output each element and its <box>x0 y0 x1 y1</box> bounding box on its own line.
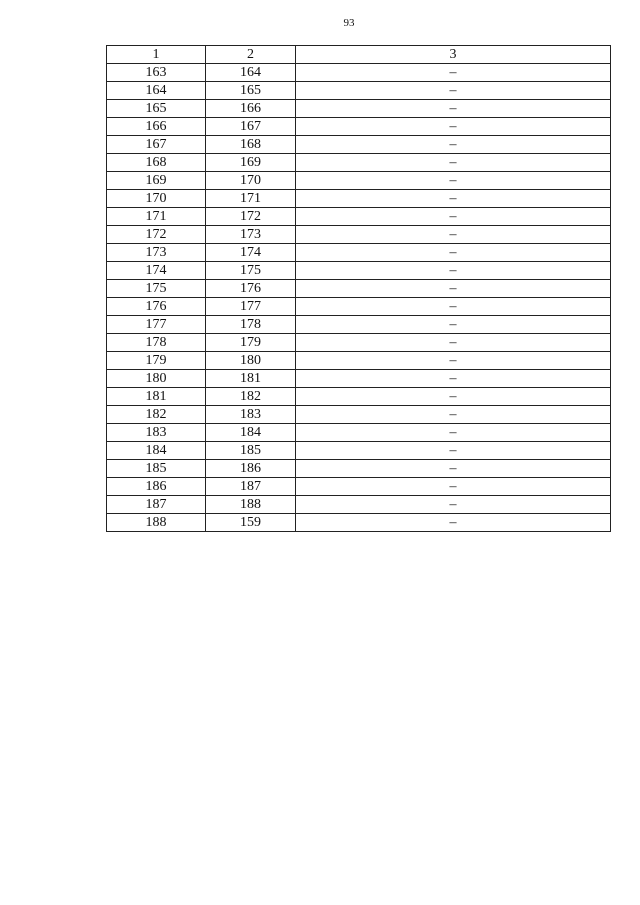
table-cell-col-3: – <box>296 388 611 406</box>
table-row <box>107 406 611 424</box>
table-cell-col-3: – <box>296 514 611 532</box>
table-cell-col-3: – <box>296 82 611 100</box>
table-row <box>107 244 611 262</box>
table-cell-col-3: – <box>296 64 611 82</box>
table-row <box>107 100 611 118</box>
table-cell-col-3: – <box>296 478 611 496</box>
table-cell-col-3: – <box>296 316 611 334</box>
table-cell-col-2: 177 <box>206 298 296 316</box>
table-cell-col-1: 177 <box>107 316 206 334</box>
table-cell-col-2: 169 <box>206 154 296 172</box>
table-cell-col-2: 166 <box>206 100 296 118</box>
table-cell-col-3: – <box>296 298 611 316</box>
table-cell-col-2: 187 <box>206 478 296 496</box>
table-row <box>107 226 611 244</box>
table-cell-col-3: – <box>296 226 611 244</box>
table-cell-col-3: – <box>296 154 611 172</box>
table-cell-col-1: 175 <box>107 280 206 298</box>
table-cell-col-3: – <box>296 136 611 154</box>
table-cell-col-2: 164 <box>206 64 296 82</box>
table-cell-col-2: 173 <box>206 226 296 244</box>
table-cell-col-2: 175 <box>206 262 296 280</box>
table-cell-col-1: 163 <box>107 64 206 82</box>
table-cell-col-2: 165 <box>206 82 296 100</box>
table-cell-col-3: – <box>296 280 611 298</box>
column-header-2: 2 <box>206 46 296 64</box>
table-cell-col-2: 180 <box>206 352 296 370</box>
table-row <box>107 298 611 316</box>
table-row <box>107 514 611 532</box>
page-number: 93 <box>343 17 355 29</box>
table-cell-col-1: 167 <box>107 136 206 154</box>
table-cell-col-1: 180 <box>107 370 206 388</box>
table-cell-col-1: 182 <box>107 406 206 424</box>
table-row <box>107 442 611 460</box>
table-row <box>107 136 611 154</box>
table-row <box>107 388 611 406</box>
table-row <box>107 82 611 100</box>
table-row <box>107 460 611 478</box>
table-body <box>107 64 611 532</box>
table-cell-col-1: 178 <box>107 334 206 352</box>
table-cell-col-2: 185 <box>206 442 296 460</box>
table-row <box>107 280 611 298</box>
table-row <box>107 190 611 208</box>
table-cell-col-2: 179 <box>206 334 296 352</box>
table-cell-col-3: – <box>296 424 611 442</box>
table-row <box>107 64 611 82</box>
table-cell-col-3: – <box>296 442 611 460</box>
table-cell-col-1: 184 <box>107 442 206 460</box>
table-cell-col-2: 184 <box>206 424 296 442</box>
table-cell-col-3: – <box>296 334 611 352</box>
table-cell-col-2: 172 <box>206 208 296 226</box>
table-cell-col-2: 168 <box>206 136 296 154</box>
table-cell-col-3: – <box>296 406 611 424</box>
table-cell-col-1: 176 <box>107 298 206 316</box>
table-cell-col-1: 164 <box>107 82 206 100</box>
table-header-row <box>107 46 611 64</box>
table-row <box>107 316 611 334</box>
table-row <box>107 262 611 280</box>
table-cell-col-2: 186 <box>206 460 296 478</box>
table-cell-col-1: 181 <box>107 388 206 406</box>
table-cell-col-1: 187 <box>107 496 206 514</box>
table-cell-col-3: – <box>296 352 611 370</box>
table-row <box>107 172 611 190</box>
table-cell-col-3: – <box>296 370 611 388</box>
table-cell-col-1: 183 <box>107 424 206 442</box>
table-cell-col-2: 188 <box>206 496 296 514</box>
table-row <box>107 496 611 514</box>
table-cell-col-3: – <box>296 208 611 226</box>
table-cell-col-1: 166 <box>107 118 206 136</box>
table-cell-col-3: – <box>296 190 611 208</box>
table-cell-col-1: 171 <box>107 208 206 226</box>
table-cell-col-2: 159 <box>206 514 296 532</box>
table-cell-col-1: 185 <box>107 460 206 478</box>
table-row <box>107 424 611 442</box>
table-cell-col-1: 179 <box>107 352 206 370</box>
table-cell-col-3: – <box>296 100 611 118</box>
table-cell-col-2: 181 <box>206 370 296 388</box>
table-cell-col-3: – <box>296 118 611 136</box>
table-cell-col-1: 172 <box>107 226 206 244</box>
table-row <box>107 352 611 370</box>
table-cell-col-3: – <box>296 172 611 190</box>
column-header-3: 3 <box>296 46 611 64</box>
table-cell-col-1: 174 <box>107 262 206 280</box>
data-table <box>106 45 611 532</box>
table-row <box>107 118 611 136</box>
table-row <box>107 370 611 388</box>
table-cell-col-1: 188 <box>107 514 206 532</box>
table-cell-col-2: 171 <box>206 190 296 208</box>
table-cell-col-2: 178 <box>206 316 296 334</box>
table-cell-col-1: 186 <box>107 478 206 496</box>
table-cell-col-2: 174 <box>206 244 296 262</box>
table-cell-col-3: – <box>296 244 611 262</box>
table-cell-col-3: – <box>296 496 611 514</box>
table-cell-col-2: 170 <box>206 172 296 190</box>
table-row <box>107 208 611 226</box>
table-row <box>107 478 611 496</box>
table-row <box>107 154 611 172</box>
column-header-1: 1 <box>107 46 206 64</box>
table-cell-col-3: – <box>296 460 611 478</box>
table-cell-col-1: 168 <box>107 154 206 172</box>
table-row <box>107 334 611 352</box>
table-cell-col-1: 170 <box>107 190 206 208</box>
table-cell-col-1: 173 <box>107 244 206 262</box>
table-cell-col-1: 169 <box>107 172 206 190</box>
table-cell-col-3: – <box>296 262 611 280</box>
table-cell-col-2: 183 <box>206 406 296 424</box>
table-cell-col-2: 176 <box>206 280 296 298</box>
table-cell-col-2: 182 <box>206 388 296 406</box>
table-cell-col-2: 167 <box>206 118 296 136</box>
table-cell-col-1: 165 <box>107 100 206 118</box>
